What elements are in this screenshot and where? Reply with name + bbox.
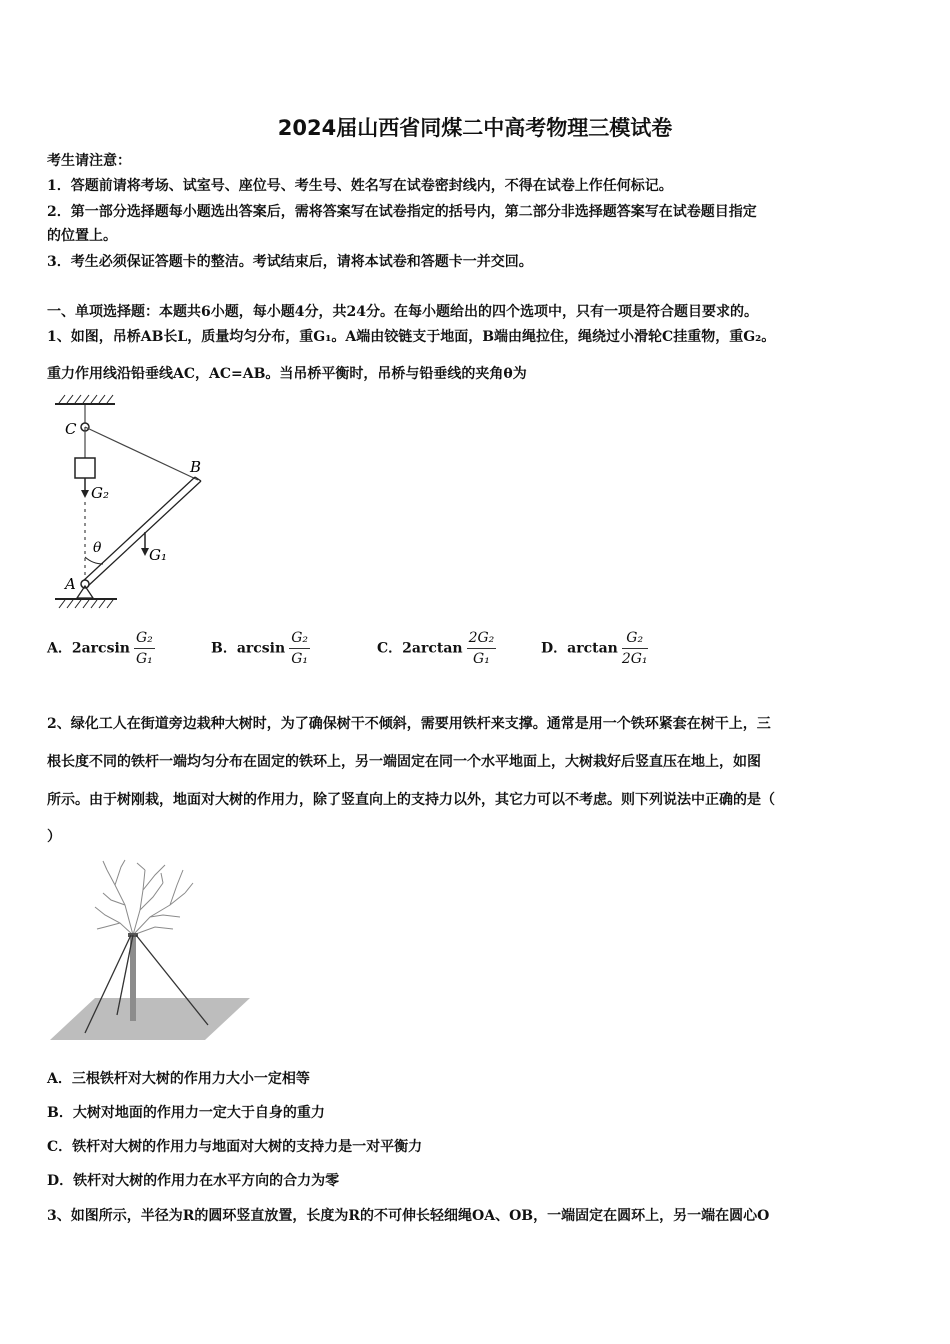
notice-item-1: 1．答题前请将考场、试室号、座位号、考生号、姓名写在试卷密封线内，不得在试卷上作任何标记。 xyxy=(47,178,673,194)
notice-heading: 考生请注意： xyxy=(47,153,131,169)
page-title: 2024届山西省同煤二中高考物理三模试卷 xyxy=(277,116,673,140)
label-c: C xyxy=(65,420,77,438)
q1-option-b-den: G₁ xyxy=(291,651,308,667)
q3-line-1: 3、如图所示，半径为R的圆环竖直放置，长度为R的不可伸长轻细绳OA、OB，一端固定在圆环上，另一端在圆心O xyxy=(47,1208,770,1224)
q1-option-c-prefix: C．2arctan xyxy=(377,640,463,657)
q1-option-c-den: G₁ xyxy=(473,651,490,667)
q1-option-a-prefix: A．2arcsin xyxy=(47,640,130,657)
q1-option-d-prefix: D．arctan xyxy=(541,640,618,657)
label-g2: G₂ xyxy=(91,484,109,502)
notice-item-3: 3．考生必须保证答题卡的整洁。考试结束后，请将本试卷和答题卡一并交回。 xyxy=(47,254,533,270)
label-a: A xyxy=(65,575,76,593)
notice-item-2a: 2．第一部分选择题每小题选出答案后，需将答案写在试卷指定的括号内，第二部分非选择题答案写在试卷题目指定 xyxy=(47,204,757,220)
q1-option-d-den: 2G₁ xyxy=(621,651,648,667)
q2-line-3: 所示。由于树刚栽，地面对大树的作用力，除了竖直向上的支持力以外，其它力可以不考虑。则下列说法中正确的是（ xyxy=(47,792,775,808)
notice-item-2b: 的位置上。 xyxy=(47,228,117,244)
q2-option-c[interactable]: C．铁杆对大树的作用力与地面对大树的支持力是一对平衡力 xyxy=(47,1139,423,1155)
q2-tree-figure xyxy=(45,855,255,1045)
q2-line-4: ） xyxy=(47,829,61,845)
q1-line-2: 重力作用线沿铅垂线AC，AC=AB。当吊桥平衡时，吊桥与铅垂线的夹角θ为 xyxy=(47,366,527,382)
q2-option-d[interactable]: D．铁杆对大树的作用力在水平方向的合力为零 xyxy=(47,1173,340,1189)
q1-option-b[interactable] xyxy=(211,630,310,667)
q2-line-2: 根长度不同的铁杆一端均匀分布在固定的铁环上，另一端固定在同一个水平地面上，大树栽好后竖直压在地上，如图 xyxy=(47,754,761,770)
q1-line-1: 1、如图，吊桥AB长L，质量均匀分布，重G₁。A端由铰链支于地面，B端由绳拉住，绳绕过小滑轮C挂重物，重G₂。 xyxy=(47,329,776,345)
q1-option-c[interactable] xyxy=(377,630,496,667)
q1-option-a[interactable] xyxy=(47,630,155,667)
q2-option-b[interactable]: B．大树对地面的作用力一定大于自身的重力 xyxy=(47,1105,325,1121)
q2-line-1: 2、绿化工人在街道旁边栽种大树时，为了确保树干不倾斜，需要用铁杆来支撑。通常是用一个铁环紧套在树干上，三 xyxy=(47,716,771,732)
q1-option-b-num: G₂ xyxy=(289,630,310,649)
q1-drawbridge-figure xyxy=(45,392,220,617)
q1-option-a-num: G₂ xyxy=(134,630,155,649)
label-b: B xyxy=(190,458,202,476)
q2-option-a[interactable]: A．三根铁杆对大树的作用力大小一定相等 xyxy=(47,1071,310,1087)
section-heading: 一、单项选择题：本题共6小题，每小题4分，共24分。在每小题给出的四个选项中，只有一项是符合题目要求的。 xyxy=(47,304,758,320)
q1-option-a-den: G₁ xyxy=(135,651,153,667)
label-g1: G₁ xyxy=(149,546,167,564)
label-theta: θ xyxy=(93,540,102,556)
q1-option-d[interactable] xyxy=(541,630,648,667)
q1-option-b-prefix: B．arcsin xyxy=(211,640,286,657)
q1-option-c-num: 2G₂ xyxy=(467,630,497,649)
q1-option-d-num: G₂ xyxy=(622,630,648,649)
